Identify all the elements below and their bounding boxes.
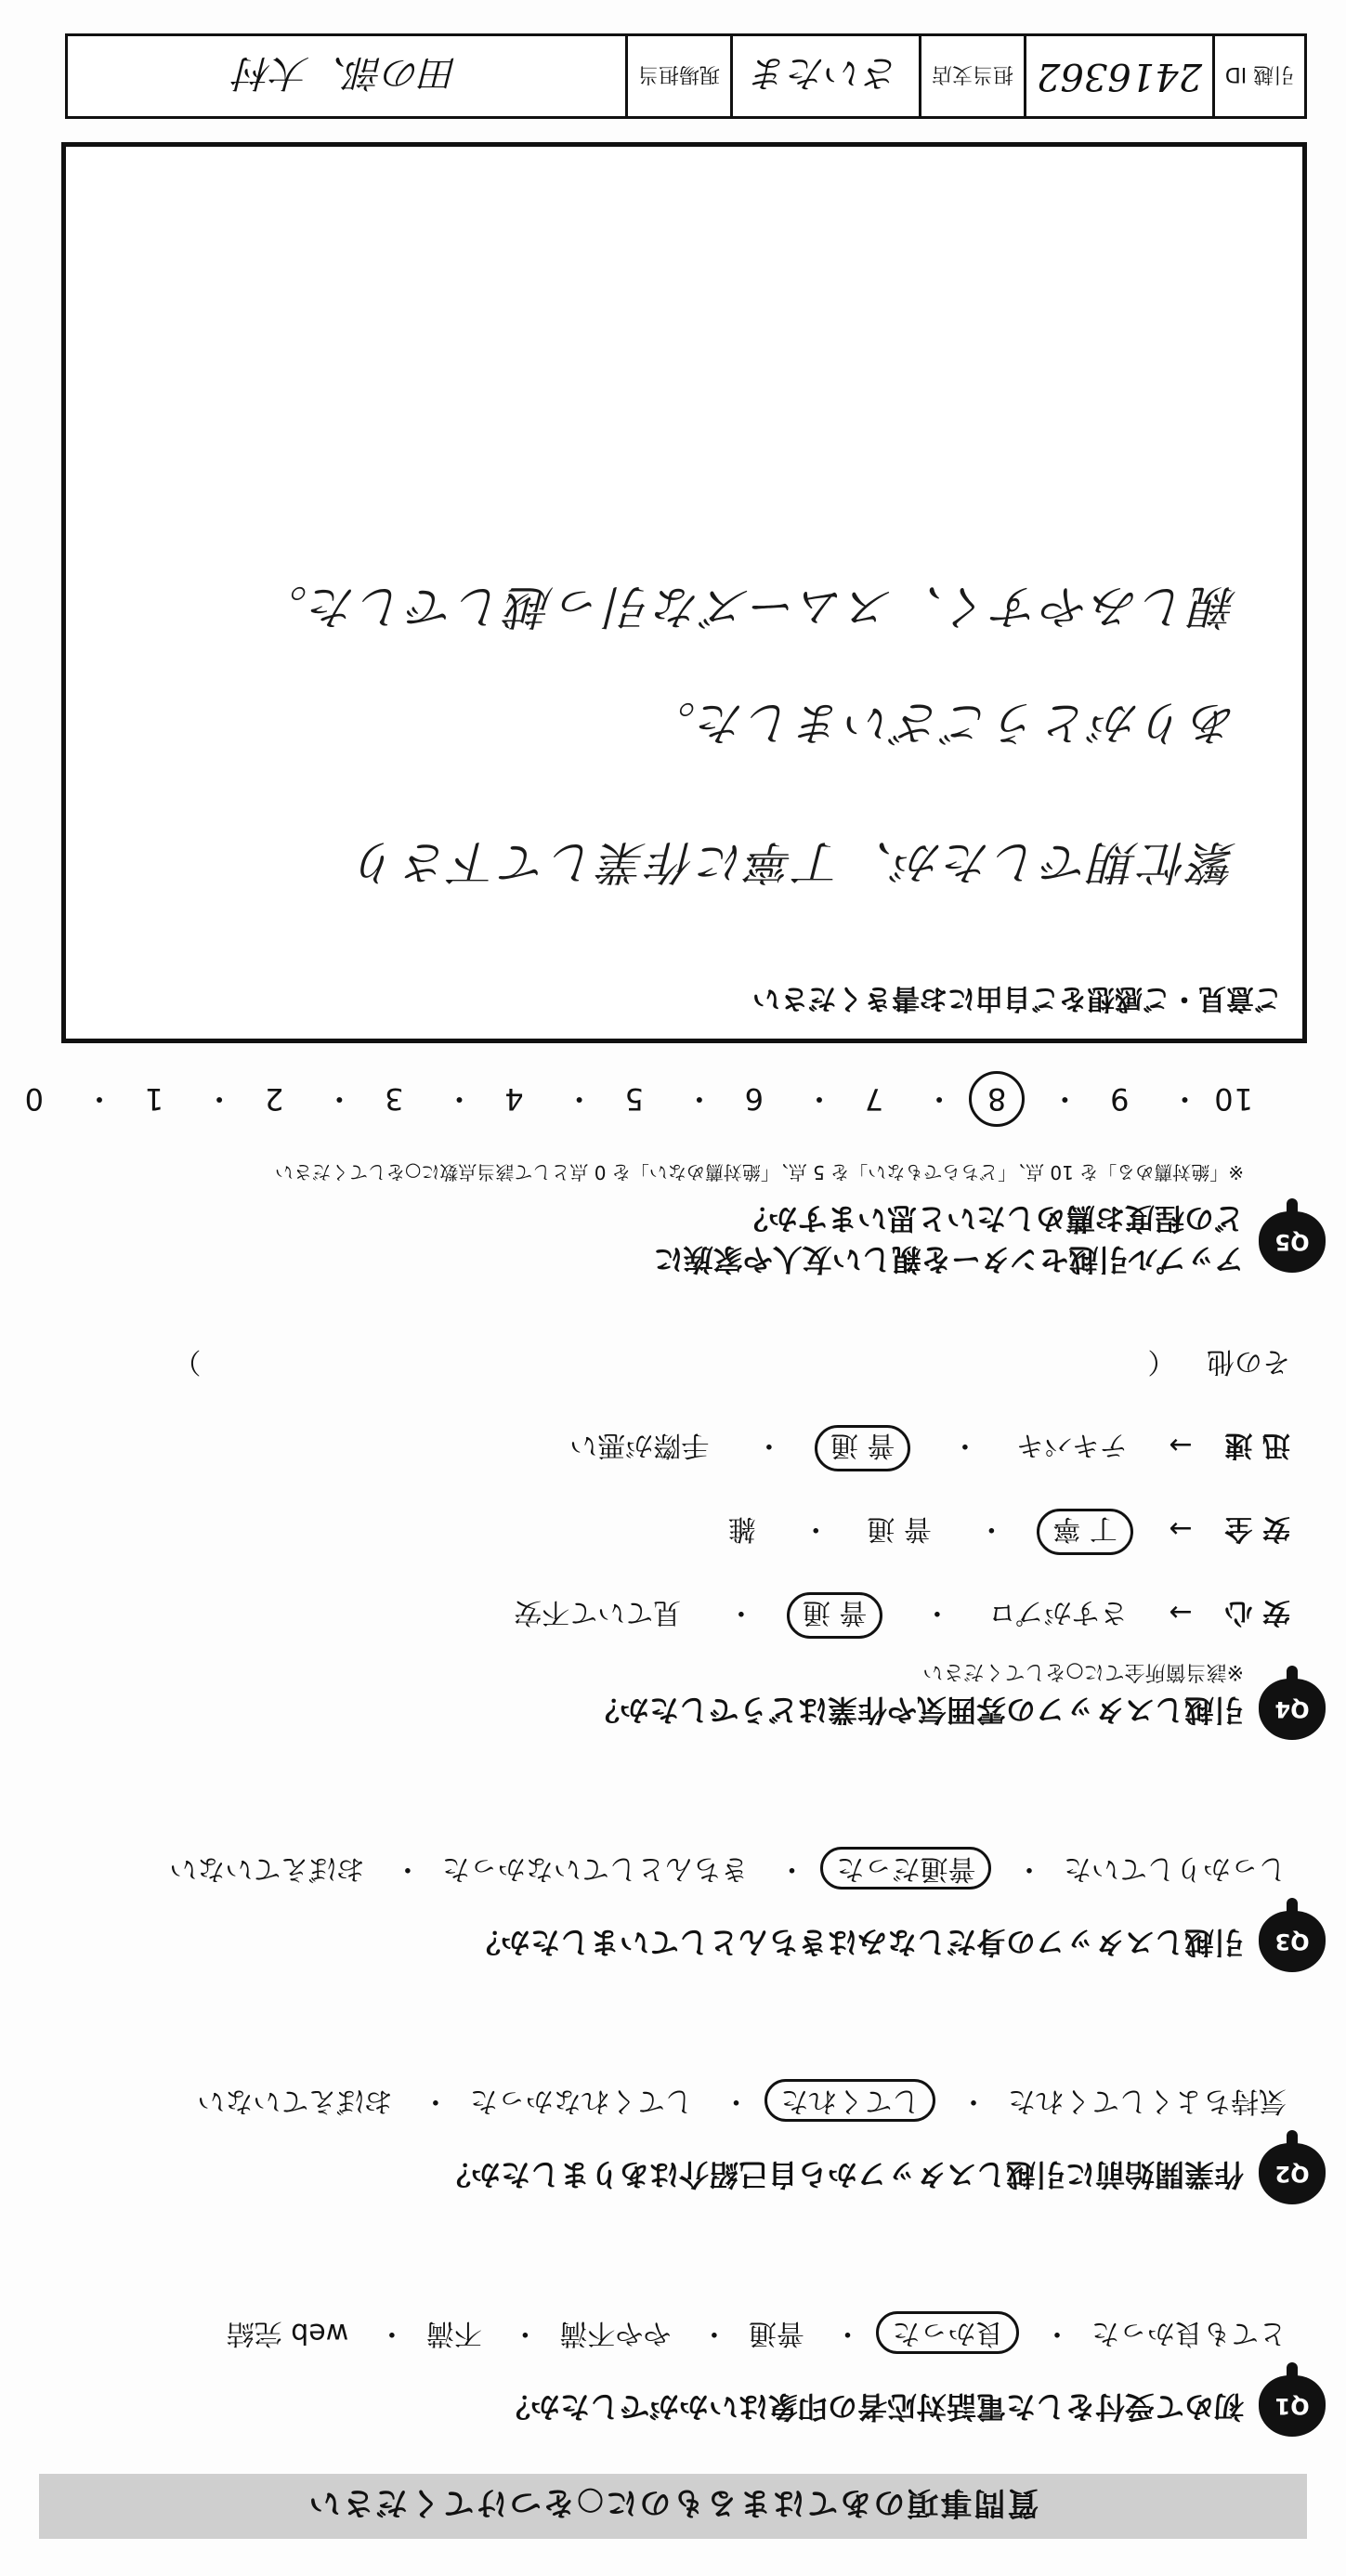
q4-option[interactable]: 見ていて不安 [514,1596,682,1628]
comment-line-3: 親しみやすく、スムーズな引っ越しでした。 [258,580,1237,634]
q4-option-selected[interactable]: 普 通 [815,1425,911,1471]
q4-option[interactable]: 手際が悪い [569,1429,710,1461]
arrow-right-icon: → [1169,1429,1193,1461]
instruction-banner [39,2474,1307,2539]
q4-option-selected[interactable]: 普 通 [787,1592,883,1639]
q3-text: 引越しスタッフの身だしなみはきちんとしていましたか？ [470,1925,1244,1960]
q2-options: 気持ちよくしてくれた・ してくれた・ してくれなかった・ おぼえていない [197,2082,1287,2119]
comments-title: ご意見・ご感想をご自由にお書きください [752,982,1282,1014]
q4-option[interactable]: 普 通 [867,1512,932,1545]
q1-option[interactable]: とても良かった [1091,2317,1287,2349]
q2-text: 作業開始前に引越しスタッフから自己紹介はありましたか？ [440,2157,1244,2192]
q3-option[interactable]: しっかりしていた [1064,1852,1287,1885]
q4-other-label: その他 [1207,1345,1290,1378]
q2-badge: Q2 [1259,2143,1326,2204]
q5-score[interactable]: 3 [384,1081,404,1117]
q5-score[interactable]: 9 [1109,1081,1130,1117]
q3-options: しっかりしていた・ 普通だった・ きちんとしていなかった・ おぼえていない [169,1850,1287,1887]
leader-value[interactable]: 田の部、大村 [235,51,458,95]
q5-score[interactable]: 0 [23,1081,44,1117]
q2-option[interactable]: 気持ちよくしてくれた [1008,2085,1287,2117]
q5-text-line2: どの程度お薦めしたいと思いますか？ [738,1201,1244,1236]
q4-text: 引越しスタッフの雰囲気や作業はどうでしたか？ [589,1693,1244,1728]
q5-score[interactable]: 1 [143,1081,164,1117]
q1-option[interactable]: 普通 [748,2317,804,2349]
comments-box[interactable] [61,142,1307,1043]
id-bar [65,33,1307,119]
q5-score-selected[interactable]: 8 [969,1071,1025,1127]
q1-option-selected[interactable]: 良かった [876,2311,1019,2354]
leader-label: 現場担当 [625,36,730,116]
q3-option[interactable]: おぼえていない [169,1852,365,1885]
q5-badge: Q5 [1259,1211,1326,1273]
q2-option[interactable]: してくれなかった [469,2085,693,2117]
q4-badge: Q4 [1259,1679,1326,1740]
q4-other-close: ） [173,1345,202,1378]
q4-other-row [55,1344,1290,1385]
q4-note: ※該当箇所全てに○をしてください [922,1660,1244,1683]
id-value[interactable]: 2416362 [1024,36,1212,116]
q1-option[interactable]: web 完結 [226,2317,349,2349]
q2-option[interactable]: おぼえていない [197,2085,393,2117]
arrow-right-icon: → [1169,1596,1193,1628]
q5-note: ※「絶対薦める」を 10 点、「どちらでもない」を 5 点、「絶対薦めない」を 0 点として該当点数に○をしてください [274,1161,1244,1183]
q4-option[interactable]: さすがプロ [987,1596,1128,1628]
q5-text-line1: アップル引越センターを親しい友人や家族に [653,1242,1244,1277]
q1-options: とても良かった・ 良かった・ 普通・ やや不満・ 不満・ web 完結 [227,2314,1287,2351]
q5-score[interactable]: 10 [1213,1081,1253,1117]
q5-scale: 10・ 9・ 8・ 7・ 6・ 5・ 4・ 3・ 2・ 1・ 0 [20,1079,1253,1122]
q4-row-jinsoku: 迅 速 → テキパキ・ 普 通・ 手際が悪い [569,1428,1290,1469]
q4-row-anshin: 安 心 → さすがプロ・ 普 通・ 見ていて不安 [514,1595,1290,1636]
branch-label: 担当支店 [919,36,1024,116]
arrow-right-icon: → [1169,1512,1193,1545]
q1-text: 初めて受付をした電話対応者の印象はいかがでしたか？ [500,2389,1244,2425]
q4-row-anzen: 安 全 → 丁 寧・ 普 通・ 雑 [728,1511,1290,1552]
q5-score[interactable]: 4 [503,1081,524,1117]
comment-line-2: ありがとうございました。 [647,696,1237,750]
branch-value[interactable]: さいたま [730,36,919,116]
id-label: 引越 ID [1212,36,1304,116]
q1-badge: Q1 [1259,2375,1326,2437]
q3-option[interactable]: きちんとしていなかった [441,1852,749,1885]
instruction-text: 質問事項のあてはまるものに○をつけてください [307,2484,1039,2522]
q4-option[interactable]: テキパキ [1015,1429,1128,1461]
q3-option-selected[interactable]: 普通だった [820,1847,991,1890]
comment-line-1: 繁忙期でしたが、丁寧に作業して下さり [351,835,1237,889]
q4-row-label: 安 全 [1224,1512,1290,1545]
q4-option-selected[interactable]: 丁 寧 [1037,1509,1133,1555]
q4-row-label: 迅 速 [1224,1429,1290,1461]
q4-row-label: 安 心 [1224,1596,1290,1628]
q5-score[interactable]: 5 [623,1081,644,1117]
q1-option[interactable]: 不満 [425,2317,482,2349]
q5-score[interactable]: 2 [263,1081,284,1117]
q4-option[interactable]: 雑 [727,1512,756,1545]
q2-option-selected[interactable]: してくれた [764,2079,935,2122]
q5-score[interactable]: 6 [743,1081,764,1117]
q5-score[interactable]: 7 [863,1081,884,1117]
q4-other-open: （ [1147,1345,1176,1378]
q1-option[interactable]: やや不満 [559,2317,672,2349]
q3-badge: Q3 [1259,1911,1326,1972]
